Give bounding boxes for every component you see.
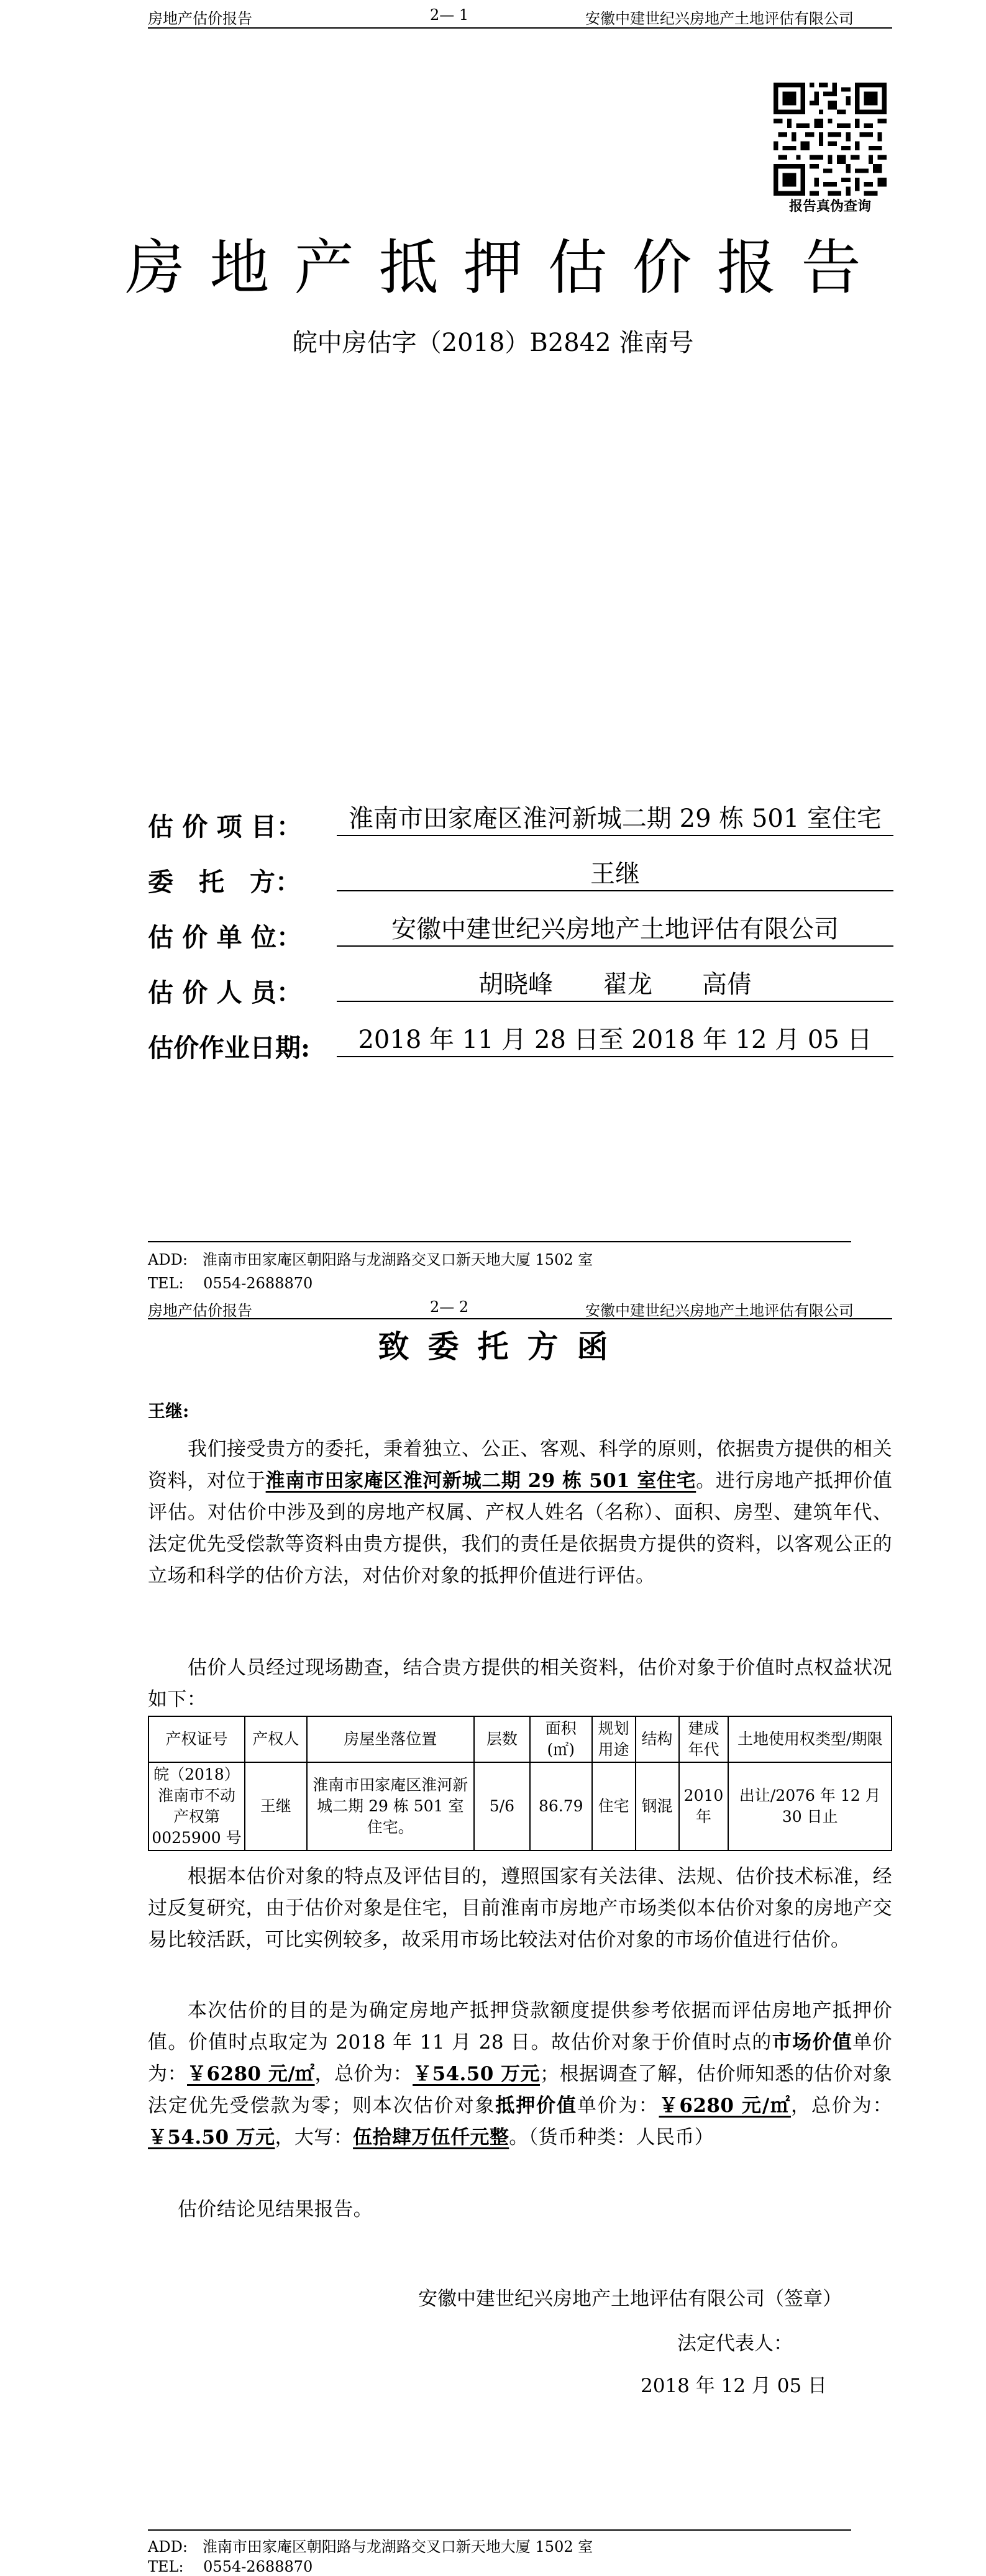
table-header-cell: 建成年代 <box>679 1716 729 1762</box>
header-company: 安徽中建世纪兴房地产土地评估有限公司 <box>585 1302 854 1319</box>
report-number: 皖中房估字（2018）B2842 淮南号 <box>292 329 694 357</box>
table-cell: 钢混 <box>636 1762 679 1850</box>
footer-address: ADD: 淮南市田家庵区朝阳路与龙湖路交叉口新天地大厦 1502 室 <box>148 1251 593 1268</box>
footer-phone: TEL: 0554-2688870 <box>148 1275 313 1292</box>
table-header-cell: 面积(㎡) <box>530 1716 592 1762</box>
table-header-cell: 产权证号 <box>148 1716 245 1762</box>
table-cell: 淮南市田家庵区淮河新城二期 29 栋 501 室住宅。 <box>307 1762 474 1850</box>
table-cell: 出让/2076 年 12 月 30 日止 <box>728 1762 892 1850</box>
footer-rule <box>148 2529 851 2531</box>
table-cell: 5/6 <box>474 1762 530 1850</box>
header-rule <box>148 27 892 29</box>
footer-address: ADD: 淮南市田家庵区朝阳路与龙湖路交叉口新天地大厦 1502 室 <box>148 2538 593 2556</box>
header-page-number: 2— 1 <box>430 6 469 24</box>
table-header-cell: 层数 <box>474 1716 530 1762</box>
market-unit-price: ￥6280 元/㎡ <box>187 2063 315 2085</box>
paragraph-5: 估价结论见结果报告。 <box>178 2198 373 2221</box>
header-rule <box>148 1318 892 1319</box>
header-company: 安徽中建世纪兴房地产土地评估有限公司 <box>585 10 854 27</box>
table-cell: 王继 <box>245 1762 307 1850</box>
market-total-price: ￥54.50 万元 <box>413 2063 540 2085</box>
property-table <box>148 1716 892 1851</box>
info-label-client: 委 托 方： <box>148 867 301 897</box>
table-row <box>148 1762 892 1850</box>
info-label-appraisers: 估 价 人 员： <box>148 978 302 1008</box>
table-header-cell: 规划用途 <box>592 1716 636 1762</box>
header-left: 房地产估价报告 <box>148 10 252 27</box>
paragraph-3: 根据本估价对象的特点及评估目的，遵照国家有关法律、法规、估价技术标准，经过反复研究，由于估价对象是住宅，目前淮南市房地产市场类似本估价对象的房地产交易比较活跃，可比实例较多，故采用市场比较法对估价对象的市场价值进行估价。 <box>148 1865 892 1951</box>
footer-phone: TEL: 0554-2688870 <box>148 2558 313 2575</box>
info-label-unit: 估 价 单 位： <box>148 922 302 952</box>
info-value-appraisers: 胡晓峰 翟龙 高倩 <box>337 968 893 1002</box>
info-label-work-date: 估价作业日期: <box>148 1033 311 1063</box>
paragraph-1: 我们接受贵方的委托，秉着独立、公正、客观、科学的原则，依据贵方提供的相关资料，对位于淮南市田家庵区淮河新城二期 29 栋 501 室住宅。进行房地产抵押价值评估。对估价中涉及到的房地产权属、产权人姓名（名称）、面积、房型、建筑年代、法定优先受偿款等资料由贵方提供，我们的责任是依据贵方提供的资料，以客观公正的立场和科学的估价方法，对估价对象的抵押价值进行评估。 <box>148 1438 893 1587</box>
table-header-row <box>148 1716 892 1762</box>
info-value-unit: 安徽中建世纪兴房地产土地评估有限公司 <box>337 913 893 947</box>
signature-date: 2018 年 12 月 05 日 <box>641 2375 828 2397</box>
info-value-project: 淮南市田家庵区淮河新城二期 29 栋 501 室住宅 <box>337 803 893 836</box>
paragraph-2: 估价人员经过现场勘查，结合贵方提供的相关资料，估价对象于价值时点权益状况如下： <box>148 1657 892 1711</box>
info-value-work-date: 2018 年 11 月 28 日至 2018 年 12 月 05 日 <box>337 1024 893 1057</box>
table-cell: 2010 年 <box>679 1762 729 1850</box>
footer-rule <box>148 1241 851 1242</box>
paragraph-4: 本次估价的目的是为确定房地产抵押贷款额度提供参考依据而评估房地产抵押价值。价值时点取定为 2018 年 11 月 28 日。故估价对象于价值时点的市场价值单价为：￥6280 元/㎡，总价为：￥54.50 万元；根据调查了解，估价师知悉的估价对象法定优先受偿款为零；则本次估价对象抵押价值单价为：￥6280 元/㎡，总价为：￥54.50 万元，大写：伍拾肆万伍仟元整。（货币种类：人民币） <box>148 2000 893 2149</box>
header-page-number: 2— 2 <box>430 1298 469 1316</box>
qr-code-icon[interactable] <box>774 83 887 196</box>
header-left: 房地产估价报告 <box>148 1302 252 1319</box>
table-cell: 皖（2018）淮南市不动产权第 0025900 号 <box>148 1762 245 1850</box>
report-title: 房地产抵押估价报告 <box>125 233 886 303</box>
table-cell: 住宅 <box>592 1762 636 1850</box>
signature-company: 安徽中建世纪兴房地产土地评估有限公司（签章） <box>418 2288 842 2310</box>
table-header-cell: 土地使用权类型/期限 <box>728 1716 892 1762</box>
table-header-cell: 房屋坐落位置 <box>307 1716 474 1762</box>
mortgage-total-price: ￥54.50 万元 <box>148 2126 275 2149</box>
table-header-cell: 产权人 <box>245 1716 307 1762</box>
info-value-client: 王继 <box>337 858 893 891</box>
qr-caption: 报告真伪查询 <box>788 198 871 214</box>
legal-representative: 法定代表人： <box>677 2333 793 2355</box>
table-cell: 86.79 <box>530 1762 592 1850</box>
table-header-cell: 结构 <box>636 1716 679 1762</box>
property-address: 淮南市田家庵区淮河新城二期 29 栋 501 室住宅 <box>265 1470 696 1492</box>
letter-title: 致委托方函 <box>378 1328 627 1365</box>
amount-in-words: 伍拾肆万伍仟元整 <box>353 2126 509 2149</box>
salutation: 王继: <box>148 1401 189 1421</box>
mortgage-unit-price: ￥6280 元/㎡ <box>659 2095 792 2117</box>
info-label-project: 估 价 项 目： <box>148 812 302 842</box>
